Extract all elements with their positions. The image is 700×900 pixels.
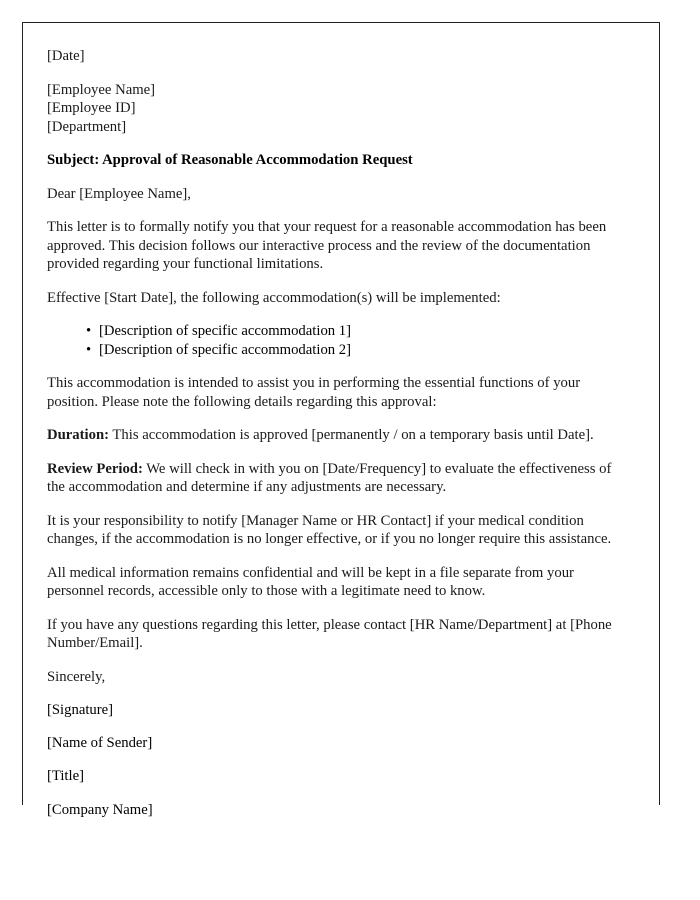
paragraph-review-period [47, 460, 631, 497]
paragraph-questions: If you have any questions regarding this letter, please contact [HR Name/Department] at [Phone Number/Email]. [47, 616, 612, 651]
subject-block [47, 151, 631, 170]
questions-block [47, 616, 631, 653]
subject-line: Subject: Approval of Reasonable Accommodation Request [47, 152, 413, 168]
salutation-block [47, 185, 631, 204]
paragraph-responsibility: It is your responsibility to notify [Manager Name or HR Contact] if your medical condition changes, if the accommodation is no longer effective, or if you no longer require this assistance. [47, 512, 612, 547]
paragraph-effective: Effective [Start Date], the following accommodation(s) will be implemented: [47, 289, 501, 306]
paragraph-confidentiality: All medical information remains confidential and will be kept in a file separate from your personnel records, accessible only to those with a legitimate need to know. [47, 564, 574, 599]
recipient-block [47, 81, 631, 137]
salutation: Dear [Employee Name], [47, 185, 191, 202]
recipient-employee-name: [Employee Name] [47, 81, 156, 98]
letter-body [23, 23, 659, 819]
sender-name: [Name of Sender] [47, 735, 153, 752]
confidentiality-block [47, 564, 631, 601]
closing-salutation: Sincerely, [47, 668, 106, 685]
recipient-employee-id: [Employee ID] [47, 100, 136, 116]
signature-placeholder: [Signature] [47, 702, 114, 718]
closing-block [47, 668, 631, 687]
essential-functions-block [47, 374, 631, 411]
review-period-text: We will check in with you on [Date/Frequency] to evaluate the effectiveness of the accommodation and determine if any adjustments are necessary. [47, 460, 612, 495]
list-item: • [Description of specific accommodation 1] [86, 322, 631, 341]
accommodation-list [47, 322, 631, 359]
duration-block [47, 426, 631, 445]
review-period-label: Review Period: [47, 460, 143, 477]
paragraph-essential-functions: This accommodation is intended to assist you in performing the essential functions of your position. Please note the following details regarding this approval: [47, 375, 581, 410]
duration-text: This accommodation is approved [permanently / on a temporary basis until Date]. [109, 427, 594, 443]
review-period-block [47, 460, 631, 497]
accommodation-list-block [47, 322, 631, 359]
paragraph-duration [47, 426, 631, 445]
company-name: [Company Name] [47, 801, 153, 818]
duration-label: Duration: [47, 427, 110, 443]
date-placeholder: [Date] [47, 48, 85, 64]
intro-paragraph-block [47, 218, 631, 274]
responsibility-block [47, 512, 631, 549]
paragraph-intro: This letter is to formally notify you that your request for a reasonable accommodation has been approved. This decision follows our interactive process and the review of the documentation provided regarding your functional limitations. [47, 219, 607, 272]
recipient-department: [Department] [47, 118, 127, 135]
letter-page [22, 22, 660, 818]
sender-title: [Title] [47, 768, 84, 785]
signature-block [47, 701, 631, 819]
list-item: • [Description of specific accommodation 2] [86, 341, 631, 360]
effective-paragraph-block [47, 289, 631, 308]
date-block [47, 47, 631, 66]
